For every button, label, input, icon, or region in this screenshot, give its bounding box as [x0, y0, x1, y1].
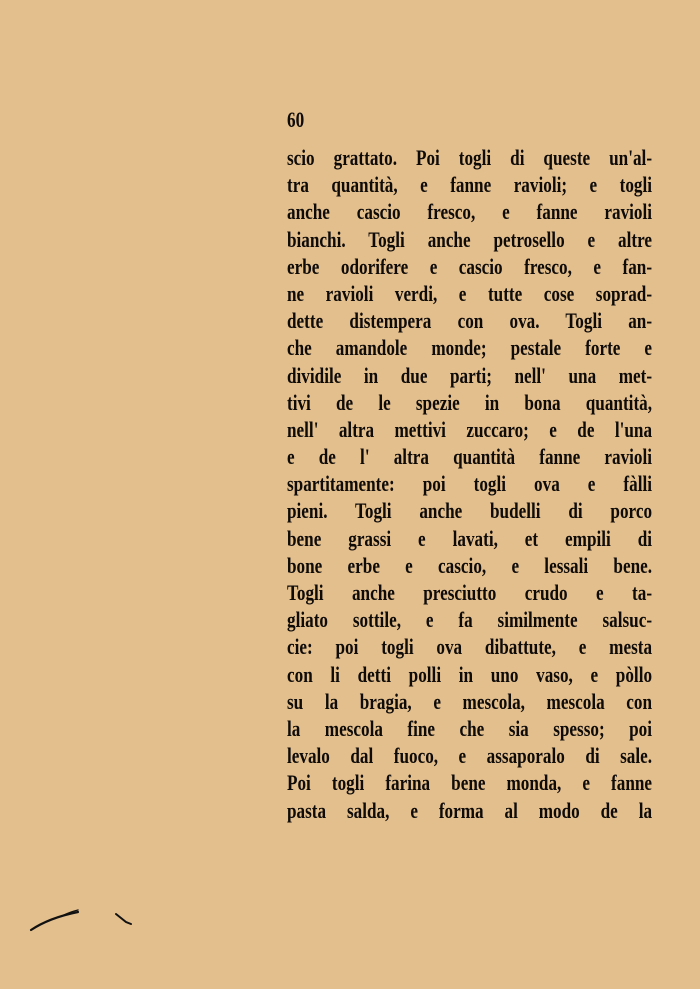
body-text	[287, 144, 652, 824]
text-line: su la bragia, e mescola, mescola con	[287, 688, 653, 714]
text-line: cie: poi togli ova dibattute, e mesta	[287, 634, 653, 660]
text-line: levalo dal fuoco, e assaporalo di sale.	[287, 743, 653, 769]
text-line: dette distempera con ova. Togli an-	[287, 308, 653, 334]
text-line: tivi de le spezie in bona quantità,	[287, 389, 653, 415]
page-number: 60	[287, 107, 305, 132]
text-line: bone erbe e cascio, e lessali bene.	[287, 552, 653, 578]
text-line: Poi togli farina bene monda, e fanne	[287, 770, 653, 796]
text-line: la mescola fine che sia spesso; poi	[287, 715, 653, 741]
text-line: che amandole monde; pestale forte e	[287, 335, 653, 361]
text-line: gliato sottile, e fa similmente salsuc-	[287, 607, 653, 633]
text-line: anche cascio fresco, e fanne ravioli	[287, 199, 653, 225]
text-line: pasta salda, e forma al modo de la	[287, 797, 653, 823]
text-line: dividile in due parti; nell' una met-	[287, 362, 653, 388]
text-line: spartitamente: poi togli ova e fàlli	[287, 471, 653, 497]
text-line: ne ravioli verdi, e tutte cose soprad-	[287, 280, 653, 306]
text-line: pieni. Togli anche budelli di porco	[287, 498, 653, 524]
text-line: e de l' altra quantità fanne ravioli	[287, 444, 653, 470]
text-line: bianchi. Togli anche petrosello e altre	[287, 226, 653, 252]
text-line: nell' altra mettivi zuccaro; e de l'una	[287, 416, 653, 442]
text-line: bene grassi e lavati, et empili di	[287, 525, 653, 551]
text-line: con li detti polli in uno vaso, e pòllo	[287, 661, 653, 687]
text-line: scio grattato. Poi togli di queste un'al-	[287, 145, 653, 170]
ink-scratch-mark	[28, 902, 138, 942]
text-line: Togli anche presciutto crudo e ta-	[287, 580, 653, 605]
text-line: erbe odorifere e cascio fresco, e fan-	[287, 253, 653, 279]
text-line: tra quantità, e fanne ravioli; e togli	[287, 172, 653, 198]
